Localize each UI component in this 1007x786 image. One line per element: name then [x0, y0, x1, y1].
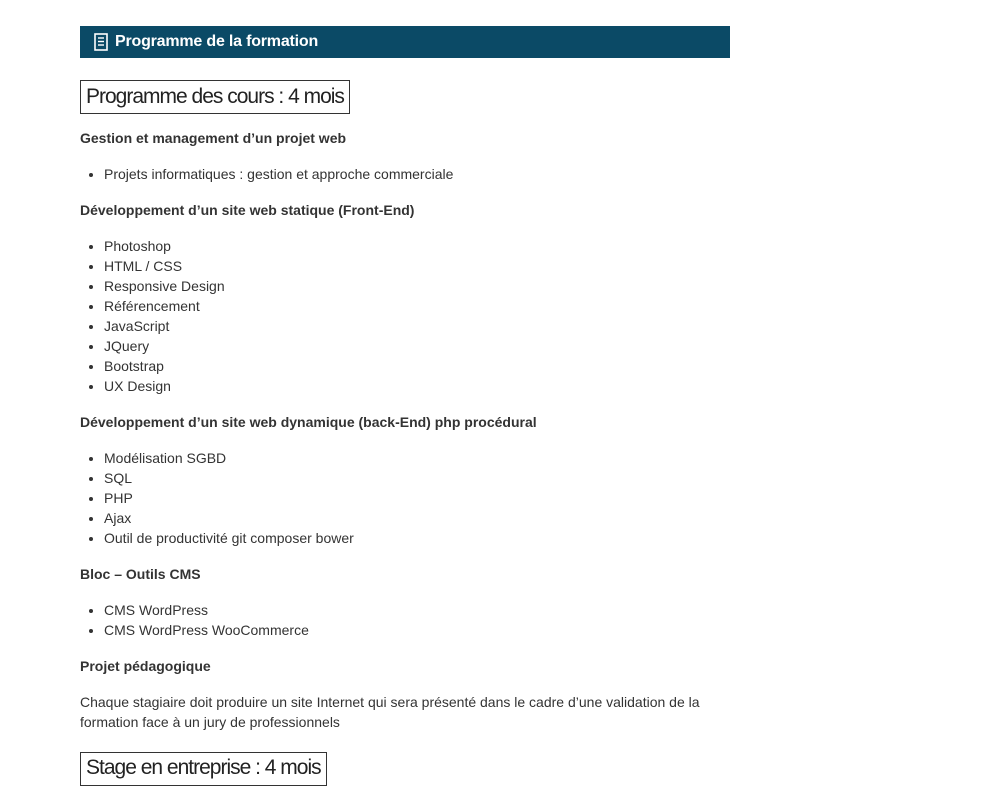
group-title: Gestion et management d’un projet web: [80, 130, 347, 146]
list-item: • CMS WordPress WooCommerce: [104, 620, 730, 640]
list-item: • Modélisation SGBD: [104, 448, 730, 468]
list-item: • PHP: [104, 488, 730, 508]
section-header-programme: [80, 26, 730, 58]
list-item: • Bootstrap: [104, 356, 730, 376]
cours-heading: Programme des cours : 4 mois: [80, 80, 350, 114]
list-item: • JavaScript: [104, 316, 730, 336]
list-item: • Outil de productivité git composer bower: [104, 528, 730, 548]
group-list: [80, 600, 730, 640]
stage-heading: Stage en entreprise : 4 mois: [80, 752, 327, 786]
programme-content: [80, 128, 730, 732]
group-title: Développement d’un site web statique (Front-End): [80, 202, 415, 218]
group-title: Bloc – Outils CMS: [80, 566, 201, 582]
document-icon: [93, 33, 109, 51]
list-item: • JQuery: [104, 336, 730, 356]
list-item: • Photoshop: [104, 236, 730, 256]
list-item: • Projets informatiques : gestion et approche commerciale: [104, 164, 730, 184]
group-title: Développement d’un site web dynamique (back-End) php procédural: [80, 414, 537, 430]
list-item: • Référencement: [104, 296, 730, 316]
projet-title: Projet pédagogique: [80, 658, 211, 674]
projet-text: Chaque stagiaire doit produire un site Internet qui sera présenté dans le cadre d’une validation de la formation face à un jury de professionnels: [80, 694, 700, 730]
list-item: • Responsive Design: [104, 276, 730, 296]
list-item: • Ajax: [104, 508, 730, 528]
group-list: [80, 448, 730, 548]
list-item: • CMS WordPress: [104, 600, 730, 620]
list-item: • SQL: [104, 468, 730, 488]
group-list: [80, 236, 730, 396]
list-item: • UX Design: [104, 376, 730, 396]
group-list: [80, 164, 730, 184]
list-item: • HTML / CSS: [104, 256, 730, 276]
section-title: Programme de la formation: [115, 33, 319, 50]
